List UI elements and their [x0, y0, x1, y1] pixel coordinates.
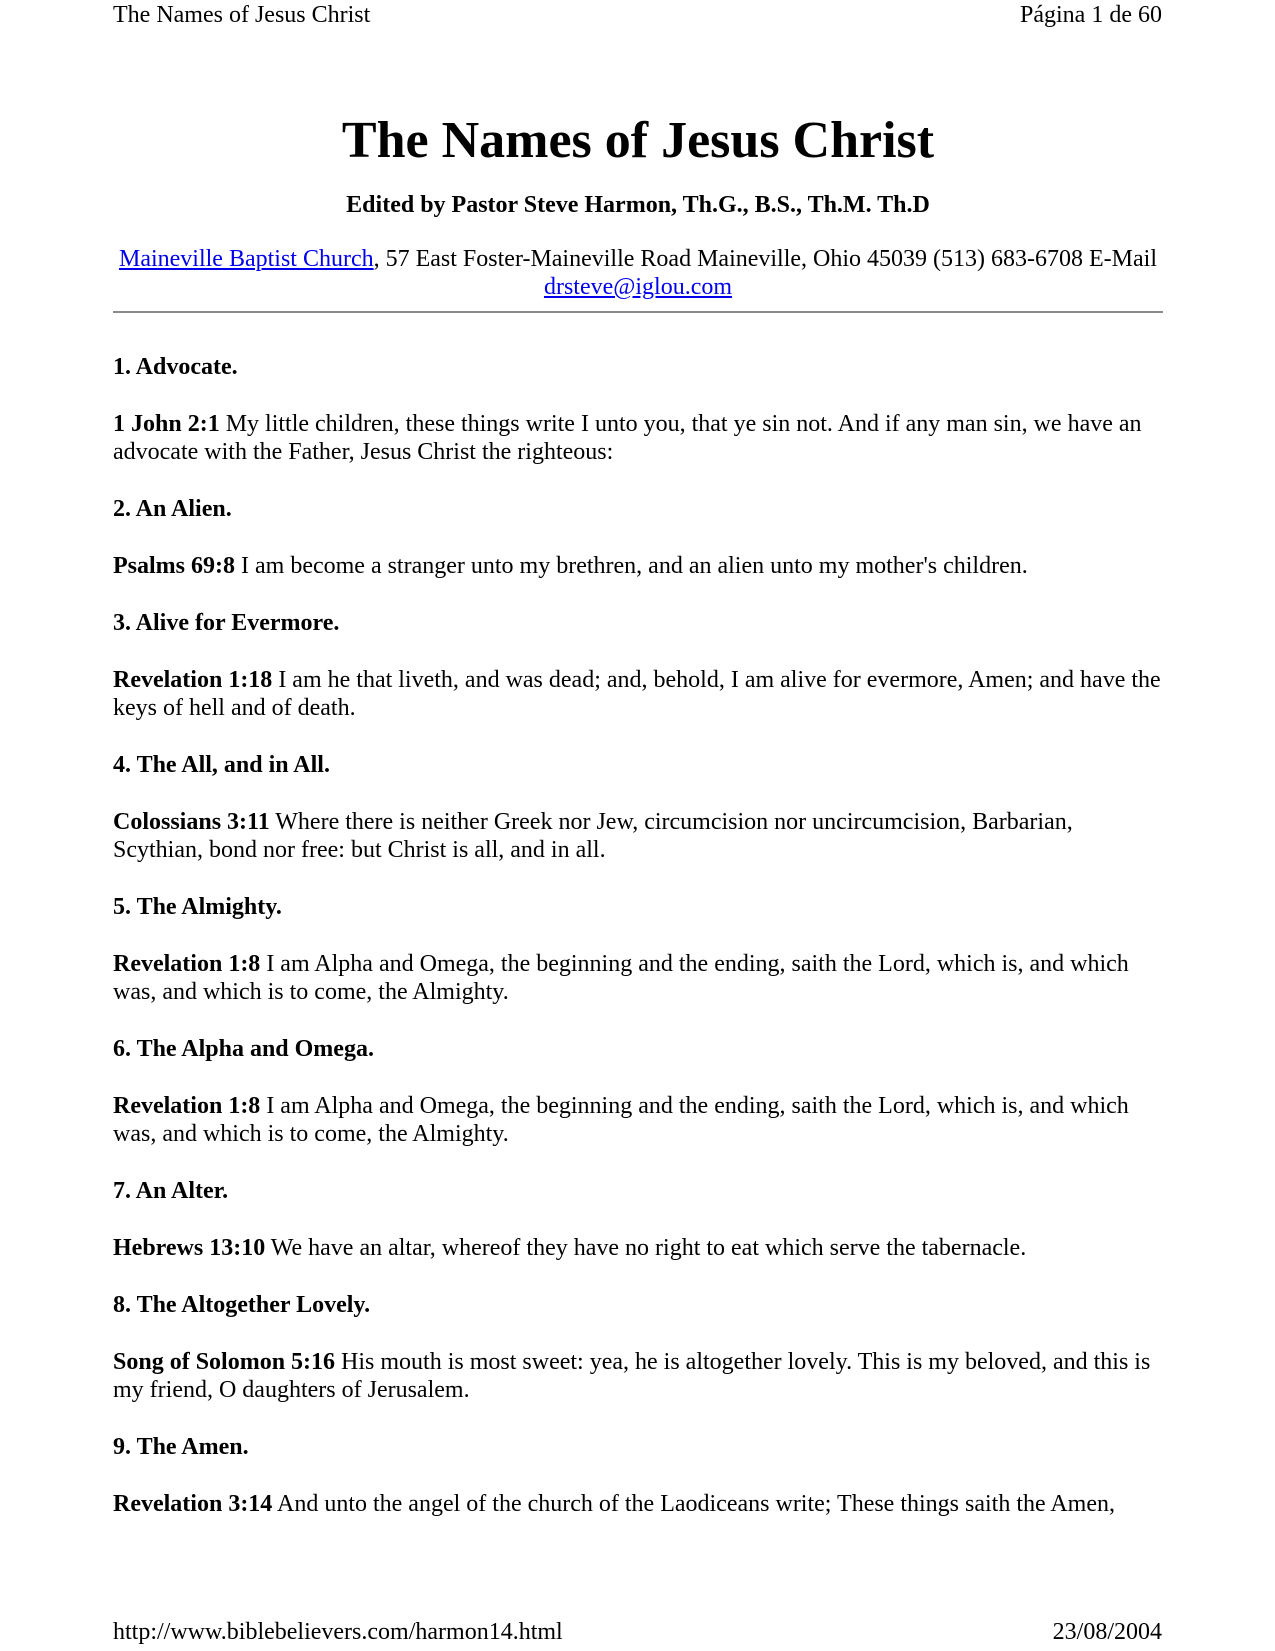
entry-altogether-lovely [113, 1291, 1163, 1404]
entry-alpha-omega [113, 1035, 1163, 1148]
verse-text: I am Alpha and Omega, the beginning and the ending, saith the Lord, which is, and which was, and which is to come, the Almighty. [113, 1093, 1129, 1147]
entry-heading: 8. The Altogether Lovely. [113, 1292, 371, 1318]
entry-heading: 2. An Alien. [113, 496, 232, 522]
verse-reference: Revelation 1:18 [113, 667, 273, 693]
page-header [113, 0, 1162, 30]
verse-reference: Revelation 3:14 [113, 1491, 273, 1517]
entry-verse [113, 1234, 1163, 1262]
entry-verse [113, 1348, 1163, 1404]
verse-text: I am become a stranger unto my brethren, and an alien unto my mother's children. [235, 553, 1028, 579]
entry-verse [113, 950, 1163, 1006]
page-footer [113, 1617, 1162, 1651]
verse-text: His mouth is most sweet: yea, he is altogether lovely. This is my beloved, and this is my friend, O daughters of Jerusalem. [113, 1349, 1151, 1403]
name-entries [113, 353, 1163, 1518]
entry-heading: 1. Advocate. [113, 354, 238, 380]
header-page-number: Página 1 de 60 [1020, 2, 1162, 28]
entry-heading: 3. Alive for Evermore. [113, 610, 340, 636]
verse-reference: Psalms 69:8 [113, 553, 235, 579]
verse-text: I am he that liveth, and was dead; and, behold, I am alive for evermore, Amen; and have the keys of hell and of death. [113, 667, 1161, 721]
entry-verse [113, 1092, 1163, 1148]
editor-credit: Edited by Pastor Steve Harmon, Th.G., B.S., Th.M. Th.D [346, 192, 930, 218]
entry-alter [113, 1177, 1163, 1262]
entry-heading: 9. The Amen. [113, 1434, 249, 1460]
entry-almighty [113, 893, 1163, 1006]
entry-verse [113, 1490, 1163, 1518]
header-doc-title: The Names of Jesus Christ [113, 2, 371, 28]
entry-alive-for-evermore [113, 609, 1163, 722]
entry-heading: 4. The All, and in All. [113, 752, 330, 778]
verse-text: And unto the angel of the church of the Laodiceans write; These things saith the Amen, [272, 1491, 1115, 1517]
verse-text: Where there is neither Greek nor Jew, circumcision nor uncircumcision, Barbarian, Scythian, bond nor free: but Christ is all, and in all. [113, 809, 1073, 863]
verse-reference: 1 John 2:1 [113, 411, 220, 437]
verse-reference: Hebrews 13:10 [113, 1235, 266, 1261]
footer-date: 23/08/2004 [1052, 1619, 1162, 1645]
entry-heading: 5. The Almighty. [113, 894, 282, 920]
entry-verse [113, 410, 1163, 466]
entry-verse [113, 666, 1163, 722]
document-body [113, 105, 1163, 1547]
entry-heading: 7. An Alter. [113, 1178, 229, 1204]
verse-text: We have an altar, whereof they have no right to eat which serve the tabernacle. [265, 1235, 1027, 1261]
verse-text: My little children, these things write I unto you, that ye sin not. And if any man sin, we have an advocate with the Father, Jesus Christ the righteous: [113, 411, 1142, 465]
entry-heading: 6. The Alpha and Omega. [113, 1036, 374, 1062]
verse-reference: Colossians 3:11 [113, 809, 270, 835]
entry-alien [113, 495, 1163, 580]
entry-amen [113, 1433, 1163, 1518]
address-text: , 57 East Foster-Maineville Road Maineville, Ohio 45039 (513) 683-6708 E-Mail [373, 246, 1157, 272]
verse-reference: Revelation 1:8 [113, 951, 261, 977]
email-link[interactable]: drsteve@iglou.com [543, 274, 733, 300]
entry-all-in-all [113, 751, 1163, 864]
entry-verse [113, 552, 1163, 580]
divider [113, 311, 1163, 313]
contact-info [113, 245, 1163, 301]
verse-reference: Song of Solomon 5:16 [113, 1349, 336, 1375]
entry-advocate [113, 353, 1163, 466]
verse-text: I am Alpha and Omega, the beginning and the ending, saith the Lord, which is, and which was, and which is to come, the Almighty. [113, 951, 1129, 1005]
page-title: The Names of Jesus Christ [341, 112, 935, 169]
footer-url: http://www.biblebelievers.com/harmon14.html [113, 1619, 563, 1645]
verse-reference: Revelation 1:8 [113, 1093, 261, 1119]
church-link[interactable]: Maineville Baptist Church [118, 246, 374, 272]
entry-verse [113, 808, 1163, 864]
